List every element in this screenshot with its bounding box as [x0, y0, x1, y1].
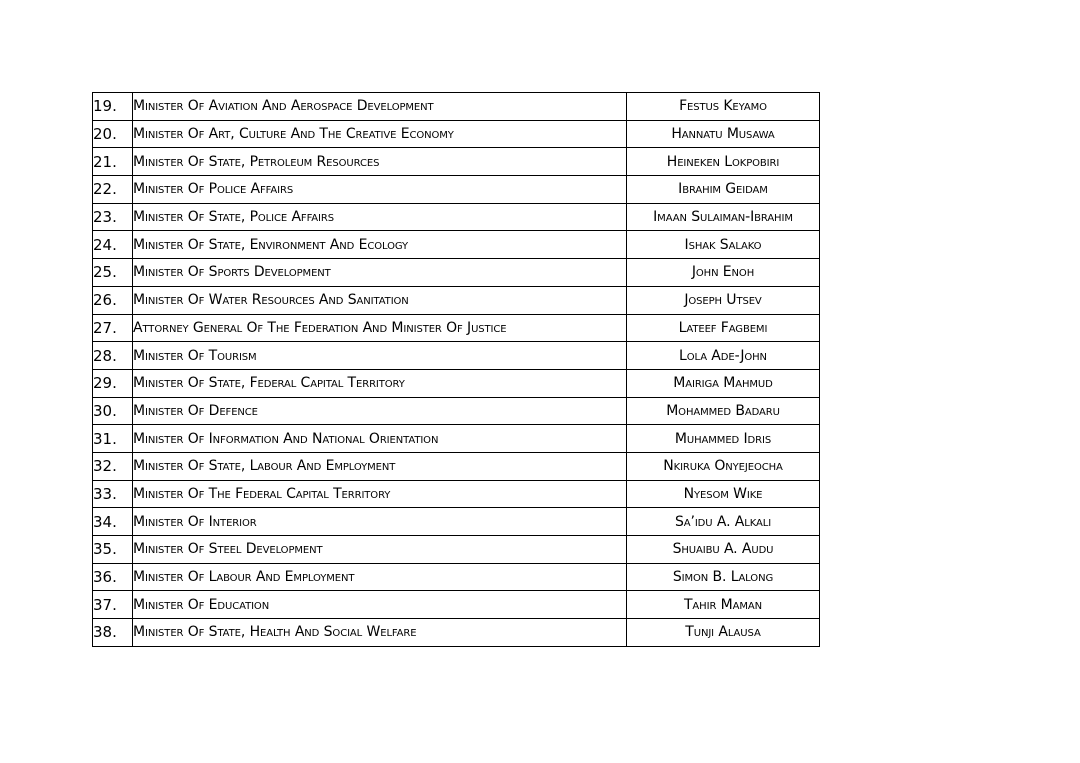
table-row [93, 203, 820, 231]
ministry-title: Minister Of State, Environment And Ecology [133, 231, 627, 259]
table-row [93, 425, 820, 453]
ministry-title: Attorney General Of The Federation And Minister Of Justice [133, 314, 627, 342]
row-number: 22. [93, 176, 133, 204]
table-row [93, 508, 820, 536]
ministry-title: Minister Of Sports Development [133, 259, 627, 287]
minister-name: Mairiga Mahmud [627, 369, 820, 397]
ministers-table [92, 92, 820, 647]
row-number: 21. [93, 148, 133, 176]
minister-name: Imaan Sulaiman-Ibrahim [627, 203, 820, 231]
ministry-title: Minister Of State, Labour And Employment [133, 452, 627, 480]
ministry-title: Minister Of Education [133, 591, 627, 619]
table-row [93, 397, 820, 425]
minister-name: Heineken Lokpobiri [627, 148, 820, 176]
ministry-title: Minister Of Labour And Employment [133, 563, 627, 591]
row-number: 23. [93, 203, 133, 231]
row-number: 35. [93, 536, 133, 564]
table-row [93, 93, 820, 121]
minister-name: Muhammed Idris [627, 425, 820, 453]
minister-name: Mohammed Badaru [627, 397, 820, 425]
row-number: 29. [93, 369, 133, 397]
table-row [93, 176, 820, 204]
minister-name: Tunji Alausa [627, 619, 820, 647]
minister-name: Shuaibu A. Audu [627, 536, 820, 564]
row-number: 24. [93, 231, 133, 259]
table-row [93, 619, 820, 647]
row-number: 19. [93, 93, 133, 121]
table-row [93, 342, 820, 370]
table-row [93, 480, 820, 508]
minister-name: Hannatu Musawa [627, 120, 820, 148]
ministry-title: Minister Of Information And National Orientation [133, 425, 627, 453]
ministry-title: Minister Of Water Resources And Sanitation [133, 286, 627, 314]
row-number: 30. [93, 397, 133, 425]
row-number: 27. [93, 314, 133, 342]
table-row [93, 536, 820, 564]
ministry-title: Minister Of State, Health And Social Welfare [133, 619, 627, 647]
minister-name: Joseph Utsev [627, 286, 820, 314]
minister-name: John Enoh [627, 259, 820, 287]
table-row [93, 452, 820, 480]
row-number: 32. [93, 452, 133, 480]
row-number: 36. [93, 563, 133, 591]
row-number: 33. [93, 480, 133, 508]
table-row [93, 314, 820, 342]
minister-name: Sa’idu A. Alkali [627, 508, 820, 536]
minister-name: Simon B. Lalong [627, 563, 820, 591]
minister-name: Ishak Salako [627, 231, 820, 259]
ministry-title: Minister Of Police Affairs [133, 176, 627, 204]
table-row [93, 148, 820, 176]
ministry-title: Minister Of Art, Culture And The Creative Economy [133, 120, 627, 148]
ministry-title: Minister Of Aviation And Aerospace Development [133, 93, 627, 121]
row-number: 20. [93, 120, 133, 148]
row-number: 37. [93, 591, 133, 619]
row-number: 28. [93, 342, 133, 370]
ministry-title: Minister Of Defence [133, 397, 627, 425]
row-number: 31. [93, 425, 133, 453]
ministry-title: Minister Of State, Police Affairs [133, 203, 627, 231]
minister-name: Tahir Maman [627, 591, 820, 619]
table-row [93, 369, 820, 397]
ministry-title: Minister Of State, Petroleum Resources [133, 148, 627, 176]
table-row [93, 563, 820, 591]
ministers-table-body [93, 93, 820, 647]
minister-name: Festus Keyamo [627, 93, 820, 121]
table-row [93, 591, 820, 619]
table-row [93, 259, 820, 287]
ministry-title: Minister Of Tourism [133, 342, 627, 370]
row-number: 38. [93, 619, 133, 647]
table-row [93, 120, 820, 148]
minister-name: Lola Ade-John [627, 342, 820, 370]
minister-name: Nkiruka Onyejeocha [627, 452, 820, 480]
row-number: 25. [93, 259, 133, 287]
minister-name: Nyesom Wike [627, 480, 820, 508]
ministry-title: Minister Of State, Federal Capital Territory [133, 369, 627, 397]
ministry-title: Minister Of The Federal Capital Territory [133, 480, 627, 508]
minister-name: Ibrahim Geidam [627, 176, 820, 204]
row-number: 26. [93, 286, 133, 314]
ministry-title: Minister Of Steel Development [133, 536, 627, 564]
minister-name: Lateef Fagbemi [627, 314, 820, 342]
table-row [93, 231, 820, 259]
table-row [93, 286, 820, 314]
ministry-title: Minister Of Interior [133, 508, 627, 536]
row-number: 34. [93, 508, 133, 536]
